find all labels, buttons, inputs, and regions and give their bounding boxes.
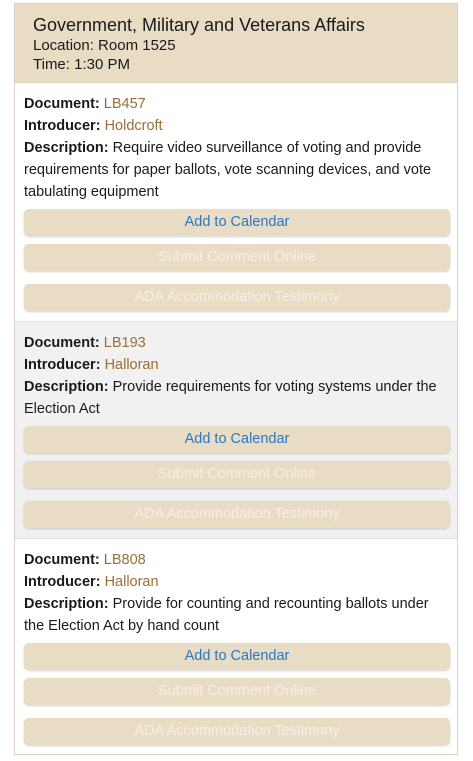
- description-text: Provide for counting and recounting ballots under the Election Act by hand count: [24, 596, 429, 634]
- ada-testimony-button[interactable]: ADA Accommodation Testimony: [24, 501, 450, 528]
- add-to-calendar-button[interactable]: Add to Calendar: [24, 209, 450, 236]
- submit-comment-button[interactable]: Submit Comment Online: [24, 461, 450, 488]
- introducer-field: [24, 354, 449, 376]
- ada-testimony-button[interactable]: ADA Accommodation Testimony: [24, 284, 450, 311]
- introducer-field: [24, 571, 449, 593]
- hearing-header: [15, 4, 457, 83]
- description-text: Require video surveillance of voting and provide requirements for paper ballots, vote scanning devices, and vote tabulating equipment: [24, 140, 432, 200]
- document-link[interactable]: LB193: [103, 335, 146, 351]
- document-label: Document:: [24, 96, 100, 112]
- introducer-label: Introducer:: [24, 574, 101, 590]
- description-field: [24, 137, 449, 203]
- document-field: [24, 332, 449, 354]
- description-label: Description:: [24, 596, 109, 612]
- description-text: Provide requirements for voting systems under the Election Act: [24, 379, 437, 417]
- document-item: [15, 539, 457, 754]
- introducer-link[interactable]: Halloran: [104, 574, 159, 590]
- hearing-location: Location: Room 1525: [33, 37, 176, 54]
- hearing-card: [14, 3, 458, 755]
- document-link[interactable]: LB457: [103, 96, 146, 112]
- description-label: Description:: [24, 140, 109, 156]
- hearing-time: Time: 1:30 PM: [33, 56, 130, 73]
- document-label: Document:: [24, 552, 100, 568]
- introducer-link[interactable]: Holdcroft: [104, 118, 163, 134]
- description-field: [24, 376, 449, 420]
- ada-testimony-button[interactable]: ADA Accommodation Testimony: [24, 718, 450, 745]
- document-item: [15, 83, 457, 322]
- introducer-label: Introducer:: [24, 357, 101, 373]
- introducer-link[interactable]: Halloran: [104, 357, 159, 373]
- submit-comment-button[interactable]: Submit Comment Online: [24, 244, 450, 271]
- submit-comment-button[interactable]: Submit Comment Online: [24, 678, 450, 705]
- document-field: [24, 549, 449, 571]
- document-link[interactable]: LB808: [103, 552, 146, 568]
- committee-title: Government, Military and Veterans Affairs: [33, 15, 365, 35]
- description-field: [24, 593, 449, 637]
- introducer-field: [24, 115, 449, 137]
- introducer-label: Introducer:: [24, 118, 101, 134]
- document-label: Document:: [24, 335, 100, 351]
- document-item: [15, 322, 457, 539]
- add-to-calendar-button[interactable]: Add to Calendar: [24, 643, 450, 670]
- add-to-calendar-button[interactable]: Add to Calendar: [24, 426, 450, 453]
- description-label: Description:: [24, 379, 109, 395]
- document-field: [24, 93, 449, 115]
